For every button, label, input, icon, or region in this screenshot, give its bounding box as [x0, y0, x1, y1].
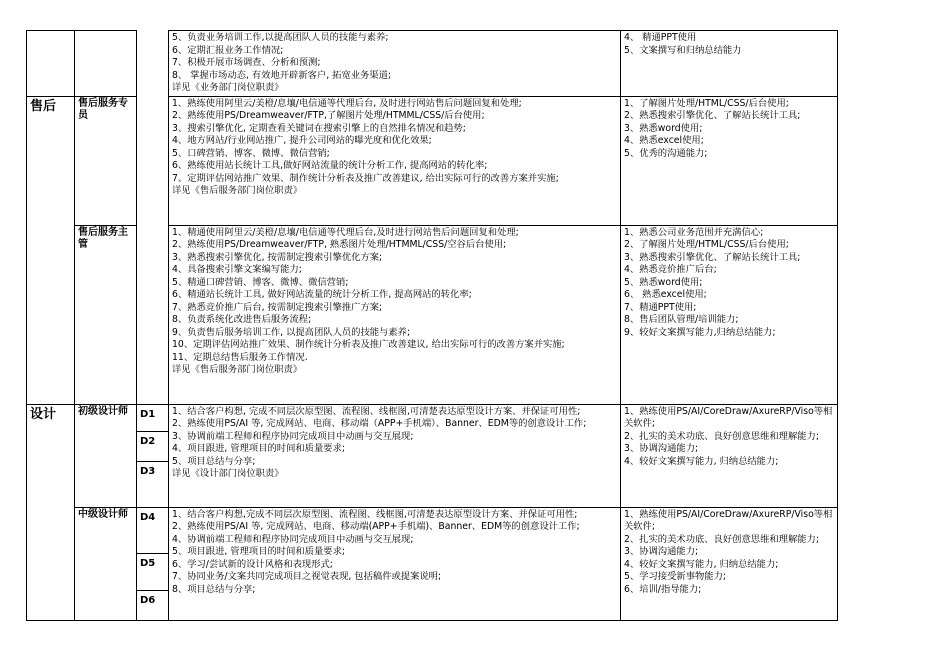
level-label: D1: [137, 404, 169, 431]
list-item: 3、熟悉搜索引擎优化、了解站长统计工具;: [624, 251, 801, 263]
list-item: 4、熟悉excel使用;: [624, 135, 704, 146]
list-item: 1、熟练使用PS/AI/CoreDraw/AxureRP/Viso等相关软件;: [624, 508, 833, 532]
list-item: 7、精通PPT使用;: [624, 301, 697, 313]
list-item: 3、协调沟通能力;: [624, 443, 699, 454]
list-item: 2、扎实的美术功底、良好创意思维和理解能力;: [624, 430, 819, 442]
list-item: 5、负责业务培训工作,以提高团队人员的技能与素养;: [172, 32, 389, 43]
skills-cell: [621, 507, 838, 620]
list-item: 5、文案撰写和归纳总结能力: [624, 44, 742, 56]
duties-cell: [169, 96, 621, 225]
list-item: 8、负责系统化改进售后服务流程;: [172, 314, 312, 325]
table-row: [27, 31, 838, 97]
list-item: 详见《设计部门岗位职责》: [172, 468, 284, 479]
list-item: 5、精通口碑营销、博客、微博、微信营销;: [172, 276, 349, 288]
list-item: 6、培训/指导能力;: [624, 583, 702, 595]
level-cell-empty: [137, 225, 169, 404]
position-cell-empty: [75, 31, 137, 97]
category-cell-empty: [27, 31, 75, 97]
list-item: 6、精通站长统计工具, 做好网站流量的统计分析工作, 提高网站的转化率;: [172, 289, 472, 300]
job-description-table: [26, 30, 838, 621]
category-design: 设计: [27, 404, 75, 620]
list-item: 6、学习/尝试新的设计风格和表现形式;: [172, 558, 333, 570]
list-item: 3、搜索引擎优化, 定期查看关键词在搜索引擎上的自然排名情况和趋势;: [172, 122, 466, 134]
list-item: 8、售后团队管理/培训能力;: [624, 314, 739, 325]
list-item: 9、负责售后服务培训工作, 以提高团队人员的技能与素养;: [172, 326, 411, 338]
table-row: [27, 96, 838, 225]
duties-cell: [169, 507, 621, 620]
skills-cell: [621, 31, 838, 97]
list-item: 3、协调前端工程师和程序协同完成项目中动画与交互展现;: [172, 430, 414, 442]
list-item: 3、协调沟通能力;: [624, 546, 699, 557]
list-item: 4、项目跟进, 管理项目的时间和质量要求;: [172, 443, 346, 454]
list-item: 1、精通使用阿里云/美橙/息壤/电信通等代理后台,及时进行网站售后问题回复和处理;: [172, 226, 519, 238]
list-item: 5、口碑营销、博客、微博、微信营销;: [172, 147, 330, 159]
list-item: 详见《售后服务部门岗位职责》: [172, 364, 303, 375]
list-item: 1、熟练使用阿里云/美橙/息壤/电信通等代理后台, 及时进行网站售后问题回复和处理;: [172, 97, 522, 109]
list-item: 4、具备搜索引擎文案编写能力;: [172, 264, 302, 275]
level-label: D4: [137, 507, 169, 553]
list-item: 4、熟悉竞价推广后台;: [624, 264, 717, 275]
table-row: [27, 225, 838, 404]
duties-cell: [169, 225, 621, 404]
list-item: 6、定期汇报业务工作情况;: [172, 44, 284, 56]
skills-cell: [621, 96, 838, 225]
list-item: 5、熟悉word使用;: [624, 276, 703, 288]
level-label: D3: [137, 461, 169, 507]
list-item: 7、协同业务/文案共同完成项目之视觉表现, 包括稿件或提案说明;: [172, 571, 442, 582]
list-item: 2、熟练使用PS/AI 等, 完成网站、电商、移动端（APP+手机端）、Banner、EDM等的创意设计工作;: [172, 418, 587, 429]
list-item: 5、项目总结与分享;: [172, 455, 256, 467]
duties-cell: [169, 404, 621, 507]
category-after-sales: 售后: [27, 96, 75, 404]
list-item: 5、优秀的沟通能力;: [624, 147, 708, 159]
list-item: 4、较好文案撰写能力, 归纳总结能力;: [624, 455, 779, 467]
list-item: 1、结合客户构想, 完成不同层次原型图、流程图、线框图,可清楚表达原型设计方案、并保证可用性;: [172, 405, 581, 417]
list-item: 5、学习接受新事物能力;: [624, 571, 727, 582]
list-item: 4、较好文案撰写能力, 归纳总结能力;: [624, 558, 779, 570]
level-cell-empty: [137, 96, 169, 225]
list-item: 3、熟悉word使用;: [624, 122, 703, 134]
list-item: 10、定期评估网站推广效果、制作统计分析表及推广改善建议, 给出实际可行的改善方案并实施;: [172, 339, 565, 350]
list-item: 详见《业务部门岗位职责》: [172, 82, 284, 93]
table-row: [27, 507, 838, 553]
list-item: 1、熟练使用PS/AI/CoreDraw/AxureRP/Viso等相关软件;: [624, 405, 833, 429]
skills-cell: [621, 404, 838, 507]
table-row: [27, 404, 838, 431]
list-item: 7、熟悉竞价推广后台, 按需制定搜索引擎推广方案;: [172, 301, 383, 313]
duties-cell: [169, 31, 621, 97]
list-item: 8、 掌握市场动态, 有效地开辟新客户, 拓宽业务渠道;: [172, 69, 392, 81]
level-label: D5: [137, 553, 169, 590]
list-item: 1、结合客户构想,完成不同层次原型图、流程图、线框图,可清楚表达原型设计方案、并保证可用性;: [172, 508, 578, 520]
list-item: 2、熟练使用PS/AI 等, 完成网站、电商、移动端(APP+手机端)、Banner、EDM等的创意设计工作;: [172, 521, 580, 532]
list-item: 1、熟悉公司业务范围并充满信心;: [624, 226, 764, 238]
list-item: 7、积极开展市场调查、分析和预测;: [172, 57, 321, 68]
list-item: 8、项目总结与分享;: [172, 583, 256, 595]
list-item: 5、项目跟进, 管理项目的时间和质量要求;: [172, 546, 346, 557]
list-item: 2、扎实的美术功底、良好创意思维和理解能力;: [624, 533, 819, 545]
position-title: 售后服务专员: [75, 96, 137, 225]
list-item: 3、熟悉搜索引擎优化, 按需制定搜索引擎优化方案;: [172, 251, 383, 263]
position-title: 初级设计师: [75, 404, 137, 507]
position-title: 售后服务主管: [75, 225, 137, 404]
list-item: 2、熟悉搜索引擎优化、了解站长统计工具;: [624, 110, 801, 121]
list-item: 4、地方网站/行业网站推广, 提升公司网站的曝光度和优化效果;: [172, 135, 432, 146]
list-item: 2、熟练使用PS/Dreamweaver/FTP,了解图片处理/HTMML/CSS/后台使用;: [172, 110, 485, 121]
list-item: 2、熟练使用PS/Dreamweaver/FTP, 熟悉图片处理/HTMML/CSS/空谷后台使用;: [172, 239, 507, 250]
list-item: 4、协调前端工程师和程序协同完成项目中动画与交互展现;: [172, 533, 414, 545]
list-item: 4、 精通PPT使用: [624, 32, 697, 43]
list-item: 2、了解图片处理/HTML/CSS/后台使用;: [624, 239, 789, 250]
list-item: 6、熟练使用站长统计工具,做好网站流量的统计分析工作, 提高网站的转化率;: [172, 160, 488, 171]
list-item: 6、 熟悉excel使用;: [624, 289, 707, 300]
position-title: 中级设计师: [75, 507, 137, 620]
level-cell-empty: [137, 31, 169, 97]
skills-cell: [621, 225, 838, 404]
list-item: 详见《售后服务部门岗位职责》: [172, 185, 303, 196]
level-label: D6: [137, 590, 169, 620]
list-item: 9、较好文案撰写能力,归纳总结能力;: [624, 326, 776, 338]
list-item: 7、定期评估网站推广效果、制作统计分析表及推广改善建议, 给出实际可行的改善方案并实施;: [172, 172, 559, 184]
list-item: 1、了解图片处理/HTML/CSS/后台使用;: [624, 97, 789, 109]
level-label: D2: [137, 431, 169, 461]
list-item: 11、定期总结售后服务工作情况.: [172, 351, 308, 363]
